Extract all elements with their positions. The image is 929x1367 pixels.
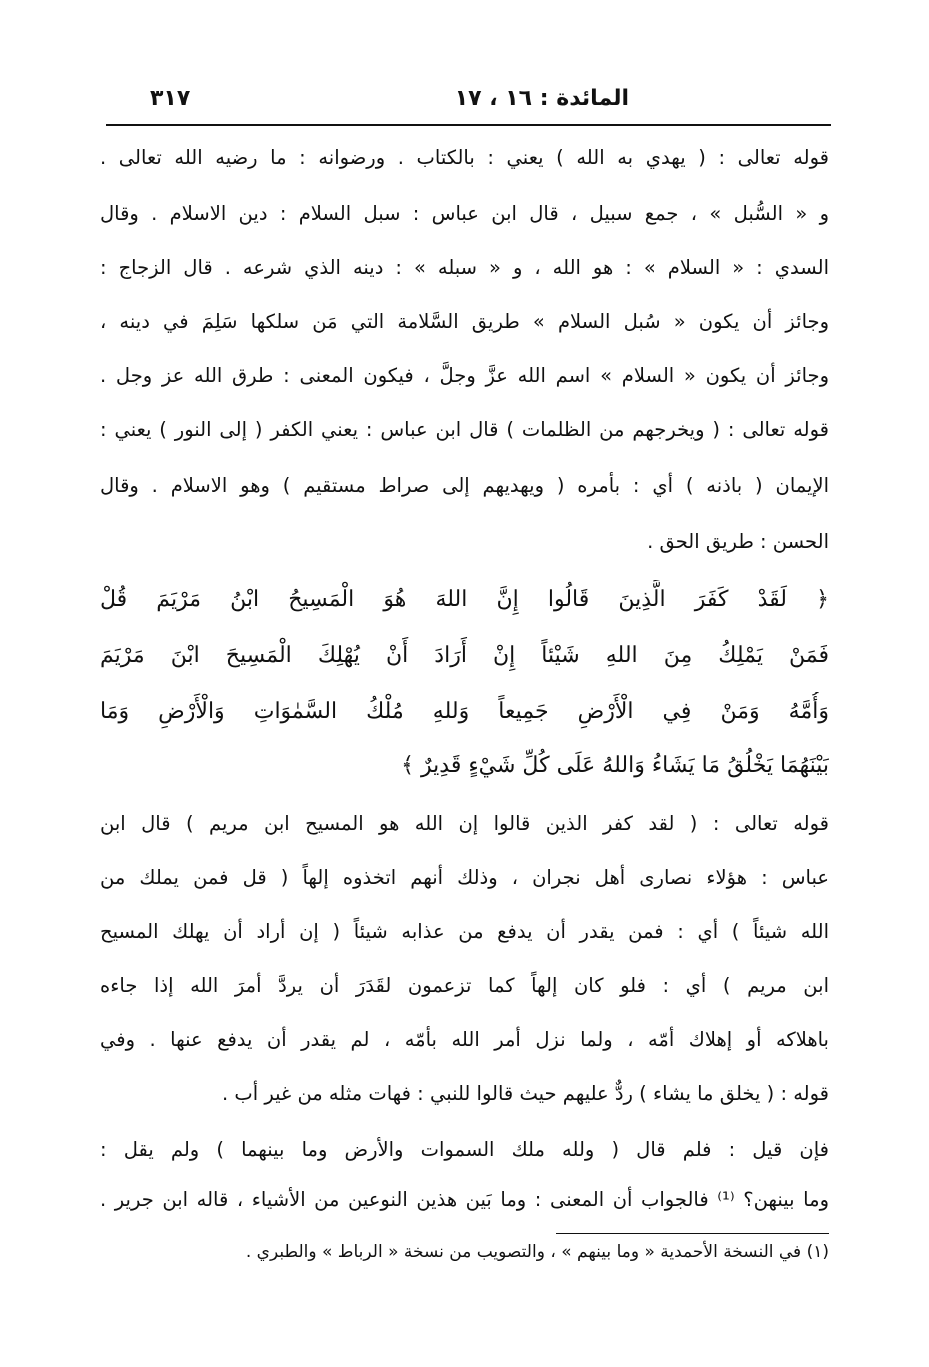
verse-line: فَمَنْ يَمْلِكُ مِنَ اللهِ شَيْئاً إِنْ أَرَادَ أَنْ يُهْلِكَ الْمَسِيحَ ابْنَ مَرْيَمَ xyxy=(100,643,829,668)
text-line: الله شيئاً ) أي : فمن يقدر أن يدفع من عذابه شيئاً ( إن أراد أن يهلك المسيح xyxy=(100,920,829,943)
verse-line: ﴿ لَقَدْ كَفَرَ الَّذِينَ قَالُوا إِنَّ اللهَ هُوَ الْمَسِيحُ ابْنُ مَرْيَمَ قُلْ xyxy=(100,587,829,612)
text-line: وجائز أن يكون « سُبل السلام » طريق السَّلامة التي مَن سلكها سَلِمَ في دينه ، xyxy=(100,310,829,333)
text-line: عباس : هؤلاء نصارى أهل نجران ، وذلك أنهم اتخذوه إلهاً ( قل فمن يملك من xyxy=(100,866,829,889)
verse-line: وَأُمَّهُ وَمَنْ فِي الْأَرْضِ جَمِيعاً وَللهِ مُلْكُ السَّمٰوَاتِ وَالْأَرْضِ وَمَا xyxy=(100,699,829,724)
text-line: ابن مريم ) أي : فلو كان إلهاً كما تزعمون لقَدَرَ أن يردَّ أمرَ الله إذا جاءه xyxy=(100,974,829,997)
page-header xyxy=(140,86,829,116)
page-number: ٣١٧ xyxy=(150,86,191,111)
text-line: قوله تعالى : ( ويخرجهم من الظلمات ) قال ابن عباس : يعني الكفر ( إلى النور ) يعني : xyxy=(100,418,829,441)
verse-line: بَيْنَهُمَا يَخْلُقُ مَا يَشَاءُ وَاللهُ عَلَى كُلِّ شَيْءٍ قَدِيرٌ ﴾ xyxy=(401,753,829,778)
text-line: وجائز أن يكون « السلام » اسم الله عزَّ وجلَّ ، فيكون المعنى : طرق الله عز وجل . xyxy=(100,364,829,387)
text-line: فإن قيل : فلم قال ( ولله ملك السموات والأرض وما بينهما ) ولم يقل : xyxy=(100,1138,829,1161)
footnote: (١) في النسخة الأحمدية « وما بينهم » ، والتصويب من نسخة « الرباط » والطبري . xyxy=(245,1242,829,1262)
text-line: قوله : ( يخلق ما يشاء ) ردٌّ عليهم حيث قالوا للنبي : فهات مثله من غير أب . xyxy=(222,1082,829,1105)
text-line: قوله تعالى : ( يهدي به الله ) يعني : بالكتاب . ورضوانه : ما رضيه الله تعالى . xyxy=(100,146,829,169)
text-line: السدي : « السلام » : هو الله ، و « سبله » : دينه الذي شرعه . قال الزجاج : xyxy=(100,256,829,279)
header-rule xyxy=(106,124,831,126)
text-line: باهلاكه أو إهلاك أمّه ، ولما نزل أمر الله بأمّه ، لم يقدر أن يدفع عنها . وفي xyxy=(100,1028,829,1051)
text-line: قوله تعالى : ( لقد كفر الذين قالوا إن الله هو المسيح ابن مريم ) قال ابن xyxy=(100,812,829,835)
running-title: المائدة : ١٦ ، ١٧ xyxy=(454,86,629,111)
text-line: وما بينهن؟ ⁽¹⁾ فالجواب أن المعنى : وما بَين هذين النوعين من الأشياء ، قاله ابن جرير . xyxy=(100,1188,829,1211)
text-line: الإيمان ( باذنه ) أي : بأمره ( ويهديهم إلى صراط مستقيم ) وهو الاسلام . وقال xyxy=(100,474,829,497)
text-line: و « السُّبل » ، جمع سبيل ، قال ابن عباس : سبل السلام : دين الاسلام . وقال xyxy=(100,202,829,225)
text-line: الحسن : طريق الحق . xyxy=(647,530,829,553)
